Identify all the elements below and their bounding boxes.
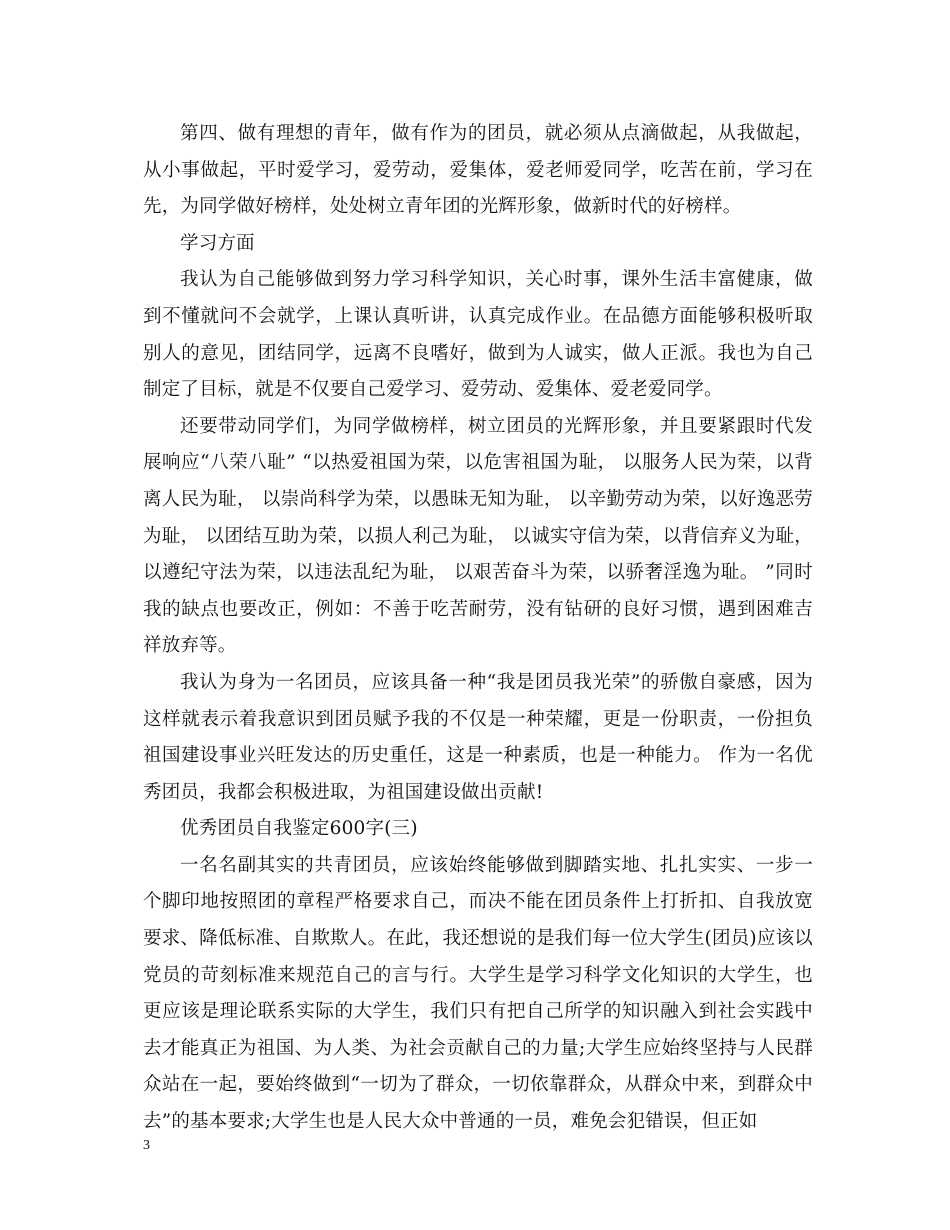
- paragraph-ideals: 第四、做有理想的青年，做有作为的团员，就必须从点滴做起，从我做起，从小事做起，平时爱学习，爱劳动，爱集体，爱老师爱同学，吃苦在前，学习在先，为同学做好榜样，处处树立青年团的光辉形象，做新时代的好榜样。: [143, 123, 813, 218]
- document-body: [143, 116, 813, 1141]
- paragraph-pride: 我认为身为一名团员，应该具备一种“我是团员我光荣”的骄傲自豪感，因为这样就表示着我意识到团员赋予我的不仅是一种荣耀，更是一份职责，一份担负祖国建设事业兴旺发达的历史重任，这是一种素质，也是一种能力。 作为一名优秀团员，我都会积极进取，为祖国建设做出贡献!: [143, 671, 813, 803]
- paragraph-eight-honors: 还要带动同学们，为同学做榜样，树立团员的光辉形象，并且要紧跟时代发展响应“八荣八耻” “以热爱祖国为荣，以危害祖国为耻， 以服务人民为荣，以背离人民为耻， 以崇尚科学为荣，以愚昧无知为耻， 以辛勤劳动为荣，以好逸恶劳为耻， 以团结互助为荣，以损人利己为耻， 以诚实守信为荣，以背信弃义为耻， 以遵纪守法为荣，以违法乱纪为耻， 以艰苦奋斗为荣，以骄奢淫逸为耻。 ”同时我的缺点也要改正，例如：不善于吃苦耐劳，没有钻研的良好习惯，遇到困难吉祥放弃等。: [143, 415, 813, 657]
- page-number: 3: [143, 1138, 150, 1153]
- section-heading-three: 优秀团员自我鉴定600字(三): [180, 818, 418, 840]
- paragraph-member-standards: 一名名副其实的共青团员，应该始终能够做到脚踏实地、扎扎实实、一步一个脚印地按照团的章程严格要求自己，而决不能在团员条件上打折扣、自我放宽要求、降低标准、自欺欺人。在此，我还想说的是我们每一位大学生(团员)应该以党员的苛刻标准来规范自己的言与行。大学生是学习科学文化知识的大学生，也更应该是理论联系实际的大学生，我们只有把自己所学的知识融入到社会实践中去才能真正为祖国、为人类、为社会贡献自己的力量;大学生应始终坚持与人民群众站在一起，要始终做到“一切为了群众，一切依靠群众，从群众中来，到群众中去”的基本要求;大学生也是人民大众中普通的一员，难免会犯错误，但正如: [143, 854, 813, 1133]
- heading-study: 学习方面: [180, 232, 255, 254]
- paragraph-study: 我认为自己能够做到努力学习科学知识，关心时事，课外生活丰富健康，做到不懂就问不会就学，上课认真听讲，认真完成作业。在品德方面能够积极听取别人的意见，团结同学，远离不良嗜好，做到为人诚实，做人正派。我也为自己制定了目标，就是不仅要自己爱学习、爱劳动、爱集体、爱老爱同学。: [143, 269, 813, 401]
